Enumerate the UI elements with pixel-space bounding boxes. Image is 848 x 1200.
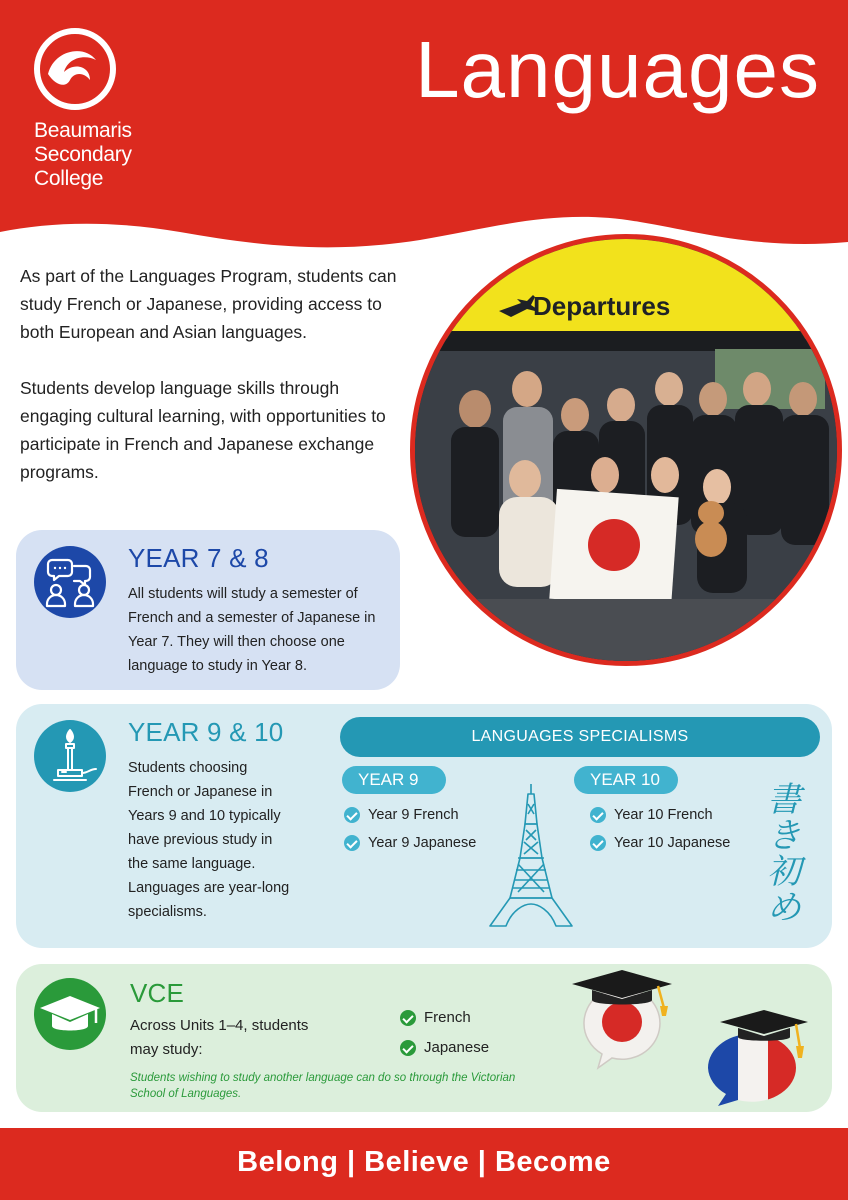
list-item <box>590 833 730 853</box>
college-logo <box>34 28 174 191</box>
list-item <box>400 1038 489 1058</box>
kakizome-calligraphy: 書き初め <box>767 780 801 928</box>
vce-title: VCE <box>130 978 185 1008</box>
check-circle-icon <box>590 807 606 823</box>
year-7-8-title: YEAR 7 & 8 <box>128 543 269 573</box>
bunsen-burner-icon <box>34 720 106 792</box>
year-9-10-body: Students choosing French or Japanese in Years 9 and 10 typically have previous study in the same language. Languages are year-long specialisms. <box>128 760 290 920</box>
japan-flag-bubble-icon <box>570 966 680 1076</box>
check-circle-icon <box>344 807 360 823</box>
check-circle-icon <box>344 835 360 851</box>
list-item <box>590 805 713 825</box>
intro-paragraph-2: Students develop language skills through engaging cultural learning, with opportunities to participate in French and Japanese exchange programs. <box>20 378 386 482</box>
footer-tagline: Belong | Believe | Become <box>0 1128 848 1200</box>
people-talking-icon <box>34 546 106 618</box>
year-9-10-title: YEAR 9 & 10 <box>128 717 284 747</box>
languages-specialisms-banner: LANGUAGES SPECIALISMS <box>340 717 820 757</box>
year-10-item-2: Year 10 Japanese <box>614 835 731 851</box>
year-9-pill: YEAR 9 <box>342 766 446 794</box>
year-7-8-body: All students will study a semester of French and a semester of Japanese in Year 7. They will then choose one language to study in Year 8. <box>128 586 376 674</box>
year-10-item-1: Year 10 French <box>614 807 713 823</box>
vce-body: Across Units 1–4, students may study: <box>130 1017 309 1058</box>
vce-note: Students wishing to study another language can do so through the Victorian School of Languages. <box>130 1072 516 1100</box>
logo-line-3: College <box>34 167 104 190</box>
list-item <box>344 805 459 825</box>
logo-line-2: Secondary <box>34 143 132 166</box>
group-photo <box>410 234 842 666</box>
year-10-pill: YEAR 10 <box>574 766 678 794</box>
intro-paragraph-1: As part of the Languages Program, students can study French or Japanese, providing access to both European and Asian languages. <box>20 266 397 342</box>
list-item <box>344 833 476 853</box>
list-item <box>400 1008 471 1028</box>
vce-item-1: French <box>424 1009 471 1026</box>
france-flag-bubble-icon <box>702 1008 812 1108</box>
eiffel-tower-icon <box>486 780 576 930</box>
check-circle-icon <box>400 1010 416 1026</box>
logo-line-1: Beaumaris <box>34 119 132 142</box>
check-circle-icon <box>400 1040 416 1056</box>
year-9-item-1: Year 9 French <box>368 807 459 823</box>
departures-sign: Departures <box>533 291 671 321</box>
check-circle-icon <box>590 835 606 851</box>
intro-text <box>20 262 400 514</box>
vce-item-2: Japanese <box>424 1039 490 1056</box>
graduation-cap-icon <box>34 978 106 1050</box>
year-9-item-2: Year 9 Japanese <box>368 835 477 851</box>
wave-logo-icon <box>34 28 116 110</box>
page-title: Languages <box>415 25 820 114</box>
